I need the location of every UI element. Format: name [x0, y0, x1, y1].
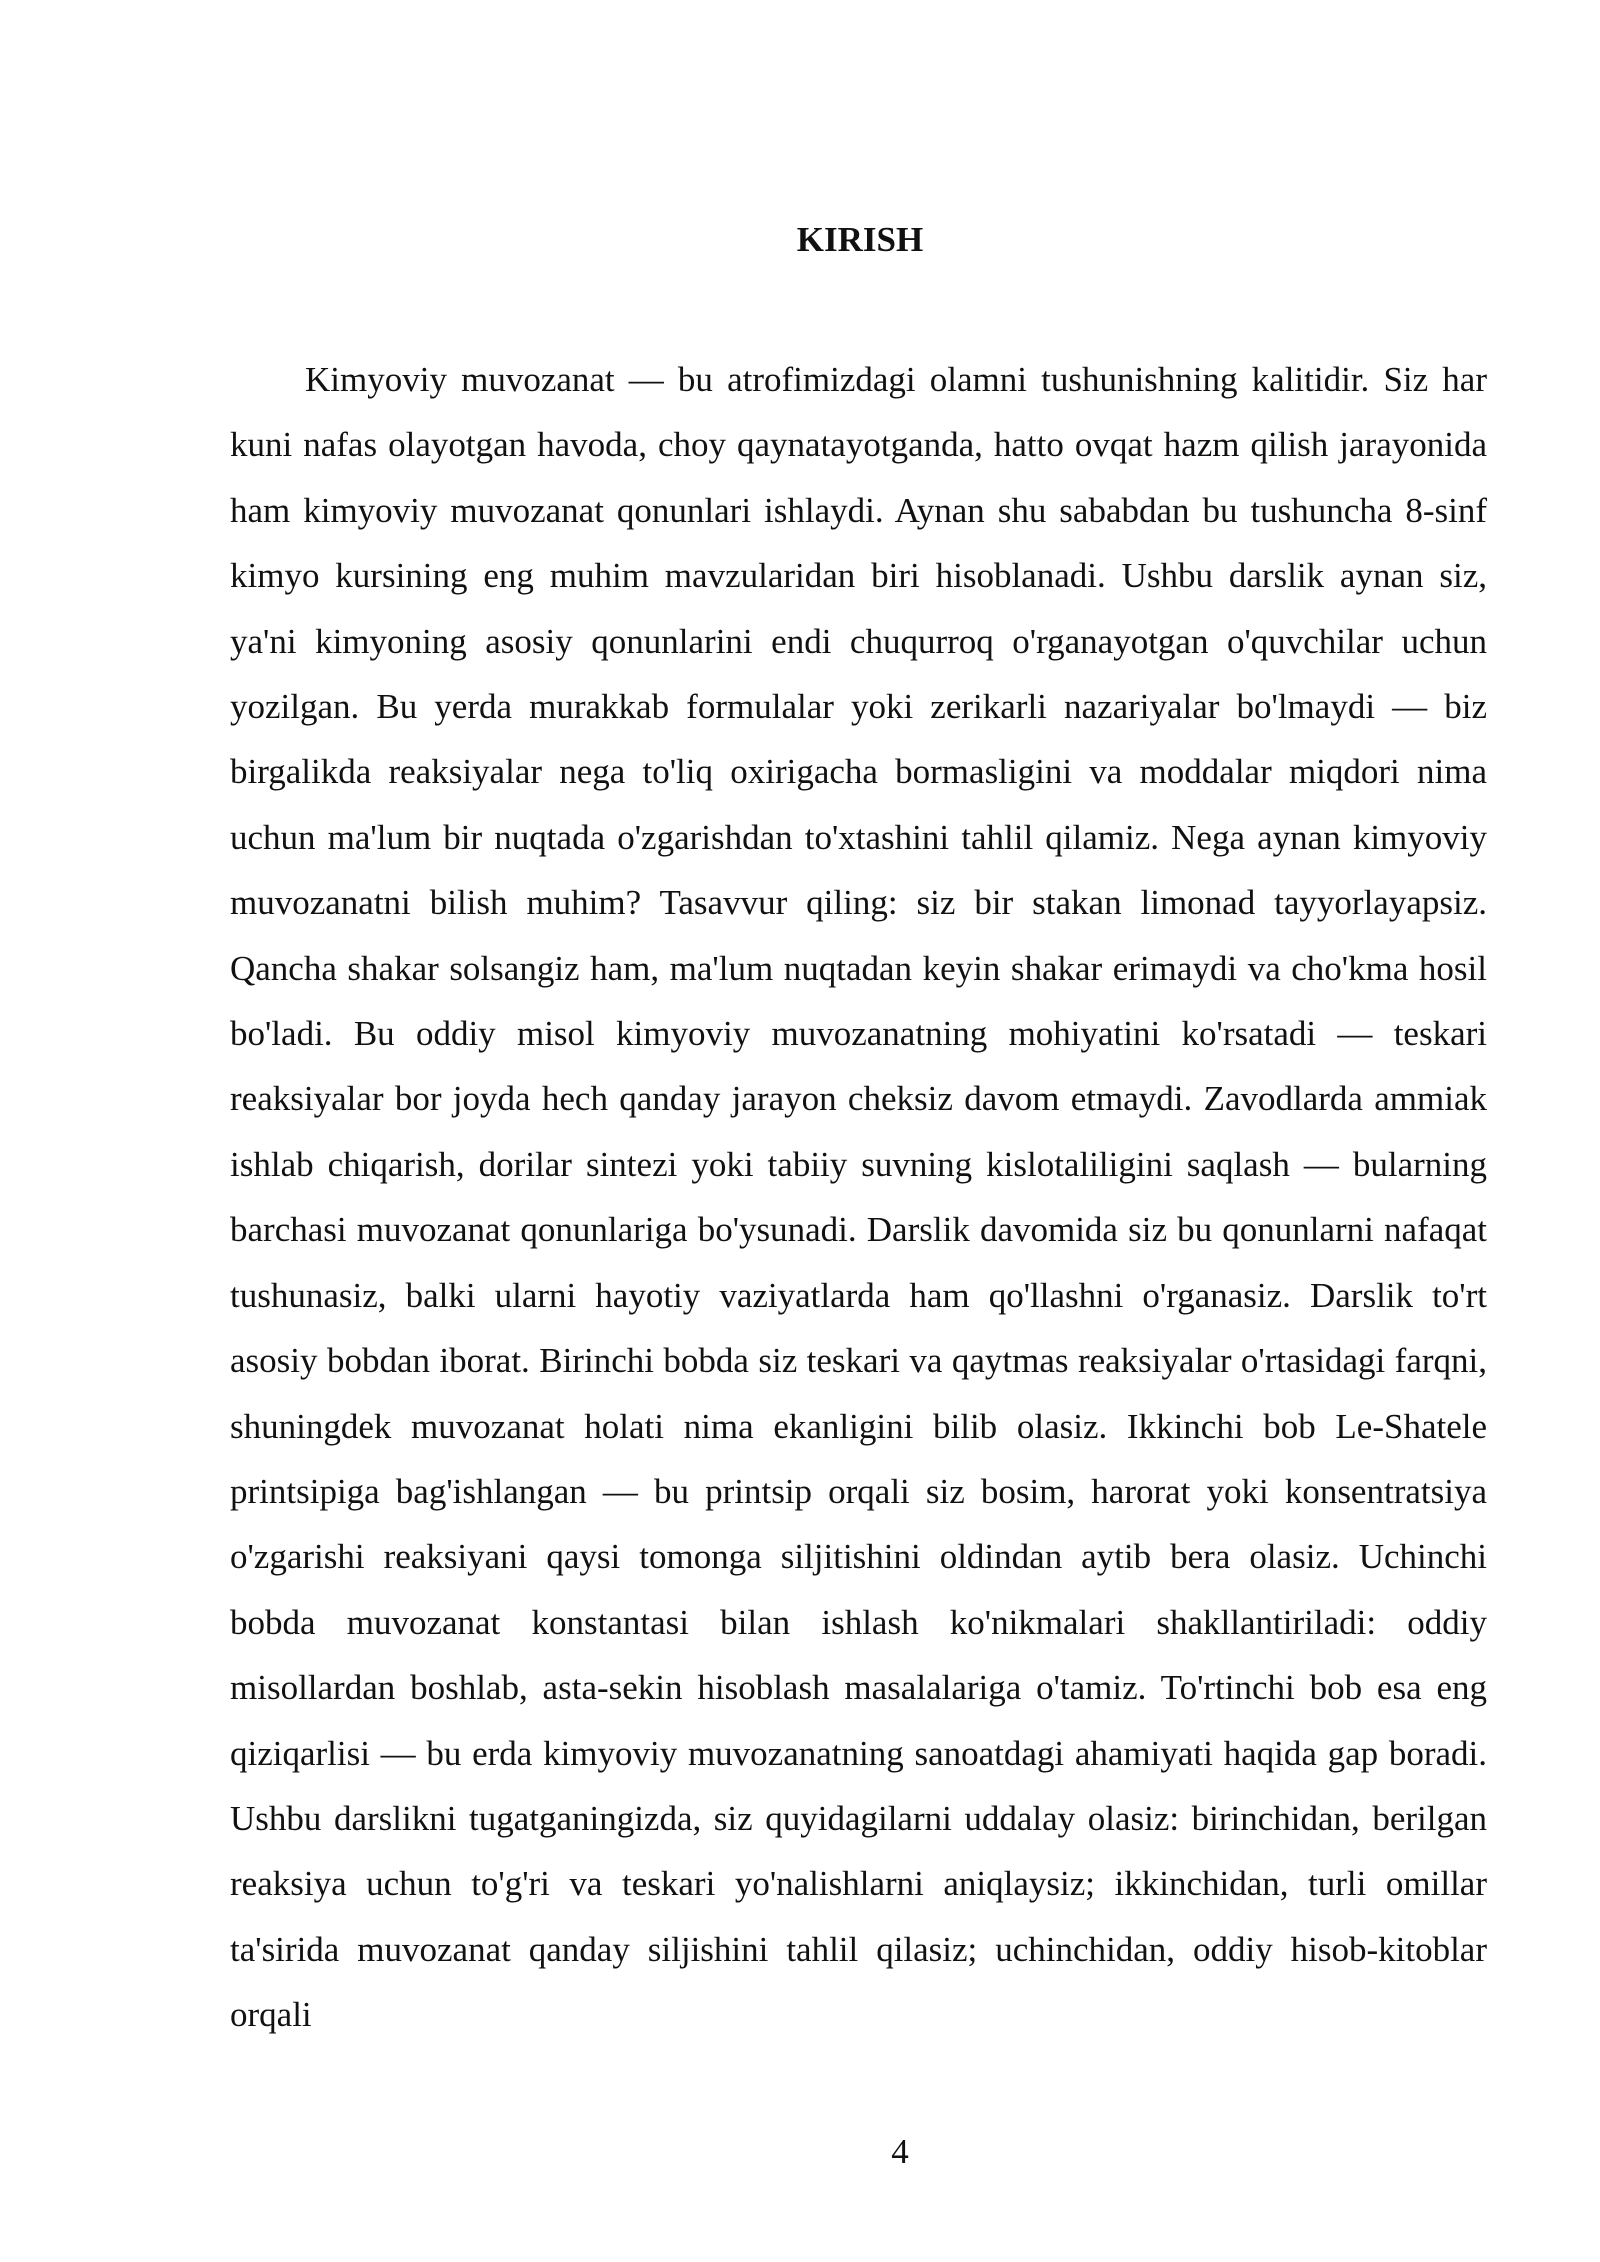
page-title: KIRISH [796, 220, 924, 259]
body-paragraph: Kimyoviy muvozanat — bu atrofimizdagi olamni tushunishning kalitidir. Siz har kuni nafas olayotgan havoda, choy qaynatayotganda, hatto ovqat hazm qilish jarayonida ham kimyoviy muvozanat qonunlari ishlaydi. Aynan shu sababdan bu tushuncha 8-sinf kimyo kursining eng muhim mavzularidan biri hisoblanadi. Ushbu darslik aynan siz, ya'ni kimyoning asosiy qonunlarini endi chuqurroq o'rganayotgan o'quvchilar uchun yozilgan. Bu yerda murakkab formulalar yoki zerikarli nazariyalar bo'lmaydi — biz birgalikda reaksiyalar nega to'liq oxirigacha bormasligini va moddalar miqdori nima uchun ma'lum bir nuqtada o'zgarishdan to'xtashini tahlil qilamiz. Nega aynan kimyoviy muvozanatni bilish muhim? Tasavvur qiling: siz bir stakan limonad tayyorlayapsiz. Qancha shakar solsangiz ham, ma'lum nuqtadan keyin shakar erimaydi va cho'kma hosil bo'ladi. Bu oddiy misol kimyoviy muvozanatning mohiyatini ko'rsatadi — teskari reaksiyalar bor joyda hech qanday jarayon cheksiz davom etmaydi. Zavodlarda ammiak ishlab chiqarish, dorilar sintezi yoki tabiiy suvning kislotaliligini saqlash — bularning barchasi muvozanat qonunlariga bo'ysunadi. Darslik davomida siz bu qonunlarni nafaqat tushunasiz, balki ularni hayotiy vaziyatlarda ham qo'llashni o'rganasiz. Darslik to'rt asosiy bobdan iborat. Birinchi bobda siz teskari va qaytmas reaksiyalar o'rtasidagi farqni, shuningdek muvozanat holati nima ekanligini bilib olasiz. Ikkinchi bob Le-Shatele printsipiga bag'ishlangan — bu printsip orqali siz bosim, harorat yoki konsentratsiya o'zgarishi reaksiyani qaysi tomonga siljitishini oldindan aytib bera olasiz. Uchinchi bobda muvozanat konstantasi bilan ishlash ko'nikmalari shakllantiriladi: oddiy misollardan boshlab, asta-sekin hisoblash masalalariga o'tamiz. To'rtinchi bob esa eng qiziqarlisi — bu erda kimyoviy muvozanatning sanoatdagi ahamiyati haqida gap boradi. Ushbu darslikni tugatganingizda, siz quyidagilarni uddalay olasiz: birinchidan, berilgan reaksiya uchun to'g'ri va teskari yo'nalishlarni aniqlaysiz; ikkinchidan, turli omillar ta'sirida muvozanat qanday siljishini tahlil qilasiz; uchinchidan, oddiy hisob-kitoblar orqali [230, 360, 1487, 2035]
page-number: 4 [891, 2132, 909, 2171]
